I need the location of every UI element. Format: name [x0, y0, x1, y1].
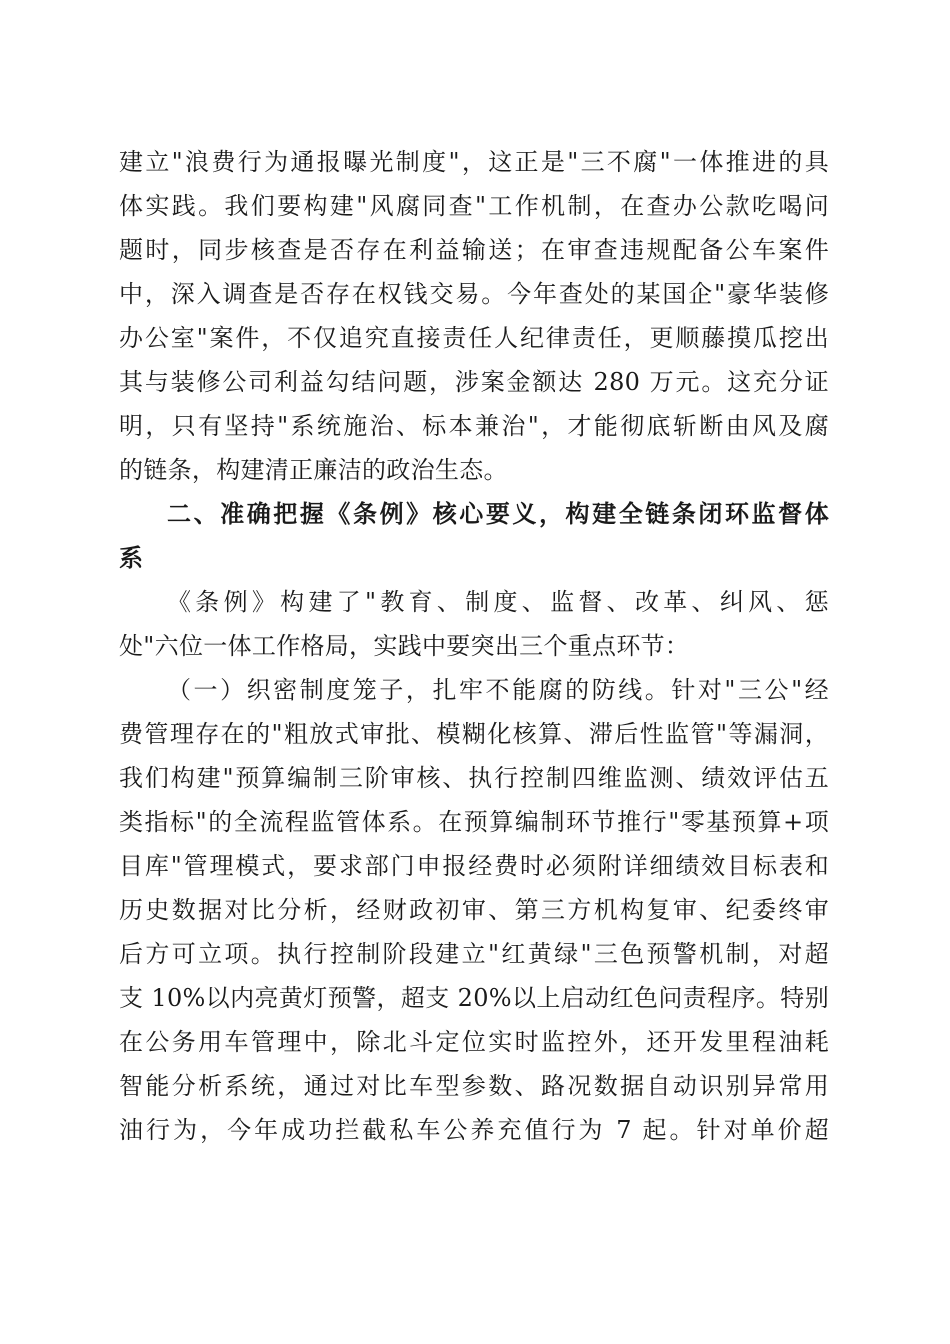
- paragraph-line: 《条例》构建了"教育、制度、监督、改革、纠风、惩: [167, 588, 829, 616]
- section-heading: 二、准确把握《条例》核心要义，构建全链条闭环监督体: [167, 500, 829, 528]
- document-body: [119, 140, 829, 1152]
- subsection-line: （一）织密制度笼子，扎牢不能腐的防线。针对"三公"经: [167, 676, 829, 704]
- paragraph-line: 处"六位一体工作格局，实践中要突出三个重点环节：: [119, 632, 690, 660]
- paragraph-line: 的链条，构建清正廉洁的政治生态。: [119, 456, 508, 484]
- paragraph-line: 后方可立项。执行控制阶段建立"红黄绿"三色预警机制，对超: [119, 940, 829, 968]
- paragraph-line: 类指标"的全流程监管体系。在预算编制环节推行"零基预算+项: [119, 808, 829, 836]
- paragraph-line: 油行为，今年成功拦截私车公养充值行为 7 起。针对单价超: [119, 1116, 829, 1144]
- paragraph-line: 建立"浪费行为通报曝光制度"，这正是"三不腐"一体推进的具: [119, 148, 829, 176]
- paragraph-line: 中，深入调查是否存在权钱交易。今年查处的某国企"豪华装修: [119, 280, 829, 308]
- section-heading-continued: 系: [119, 544, 144, 572]
- paragraph-line: 我们构建"预算编制三阶审核、执行控制四维监测、绩效评估五: [119, 764, 829, 792]
- paragraph-line: 历史数据对比分析，经财政初审、第三方机构复审、纪委终审: [119, 896, 829, 924]
- paragraph-line: 费管理存在的"粗放式审批、模糊化核算、滞后性监管"等漏洞，: [119, 720, 829, 748]
- paragraph-line: 明，只有坚持"系统施治、标本兼治"，才能彻底斩断由风及腐: [119, 412, 829, 440]
- paragraph-line: 题时，同步核查是否存在利益输送；在审查违规配备公车案件: [119, 236, 829, 264]
- paragraph-line: 目库"管理模式，要求部门申报经费时必须附详细绩效目标表和: [119, 852, 829, 880]
- paragraph-line: 办公室"案件，不仅追究直接责任人纪律责任，更顺藤摸瓜挖出: [119, 324, 829, 352]
- paragraph-line: 体实践。我们要构建"风腐同查"工作机制，在查办公款吃喝问: [119, 192, 829, 220]
- paragraph-line: 支 10%以内亮黄灯预警，超支 20%以上启动红色问责程序。特别: [119, 984, 829, 1012]
- paragraph-line: 其与装修公司利益勾结问题，涉案金额达 280 万元。这充分证: [119, 368, 829, 396]
- paragraph-line: 智能分析系统，通过对比车型参数、路况数据自动识别异常用: [119, 1072, 829, 1100]
- paragraph-line: 在公务用车管理中，除北斗定位实时监控外，还开发里程油耗: [119, 1028, 829, 1056]
